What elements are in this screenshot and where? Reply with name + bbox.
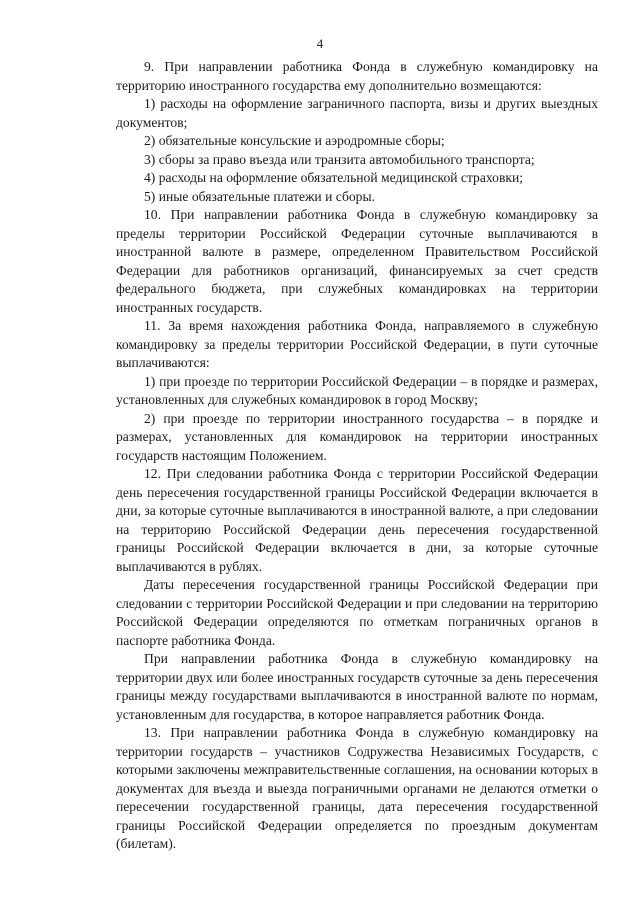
list-item-5: 5) иные обязательные платежи и сборы.	[144, 188, 376, 204]
paragraph-12-dates: Даты пересечения государственной границы Российской Федерации при следовании с территории Российской Федерации и при следовании на территорию Российской Федерации определяются по отметкам пограничных органов в паспорте работника Фонда.	[116, 577, 598, 648]
page-number: 4	[316, 36, 324, 51]
paragraph-9: 9. При направлении работника Фонда в служебную командировку на территорию иностранного государства ему дополнительно возмещаются:	[116, 59, 598, 93]
list-item-1: 1) при проезде по территории Российской Федерации – в порядке и размерах, установленных для служебных командировок в город Москву;	[116, 373, 598, 407]
paragraph-12-multiple-states: При направлении работника Фонда в служебную командировку на территории двух или более иностранных государств суточные за день пересечения границы между государствами выплачиваются в иностранной валюте по нормам, установленным для государства, в которое направляется работник Фонда.	[116, 651, 598, 722]
list-item-1: 1) расходы на оформление заграничного паспорта, визы и других выездных документов;	[116, 96, 598, 130]
list-item-2: 2) обязательные консульские и аэродромные сборы;	[144, 133, 445, 148]
list-item-3: 3) сборы за право въезда или транзита автомобильного транспорта;	[144, 151, 535, 167]
document-body	[116, 58, 598, 854]
list-item-4: 4) расходы на оформление обязательной медицинской страховки;	[144, 170, 524, 185]
paragraph-11: 11. За время нахождения работника Фонда, направляемого в служебную командировку за пределы территории Российской Федерации, в пути суточные выплачиваются:	[116, 318, 598, 370]
paragraph-13: 13. При направлении работника Фонда в служебную командировку на территории государств – участников Содружества Независимых Государств, с которыми заключены межправительственные соглашения, на основании которых в документах для въезда и выезда пограничными органами не делаются отметки о пересечении государственной границы, дата пересечения государственной границы Российской Федерации определяется по проездным документам (билетам).	[116, 725, 598, 851]
paragraph-12: 12. При следовании работника Фонда с территории Российской Федерации день пересечения государственной границы Российской Федерации включается в дни, за которые суточные выплачиваются в иностранной валюте, а при следовании на территорию Российской Федерации день пересечения государственной границы Российской Федерации включается в дни, за которые суточные выплачиваются в рублях.	[116, 466, 598, 574]
list-item-2: 2) при проезде по территории иностранного государства – в порядке и размерах, установленных для командировок на территории иностранных государств настоящим Положением.	[116, 410, 598, 463]
paragraph-10: 10. При направлении работника Фонда в служебную командировку за пределы территории Российской Федерации суточные выплачиваются в иностранной валюте в размере, определенном Правительством Российской Федерации для работников организаций, финансируемых за счет средств федерального бюджета, при служебных командировках на территории иностранных государств.	[116, 207, 598, 315]
